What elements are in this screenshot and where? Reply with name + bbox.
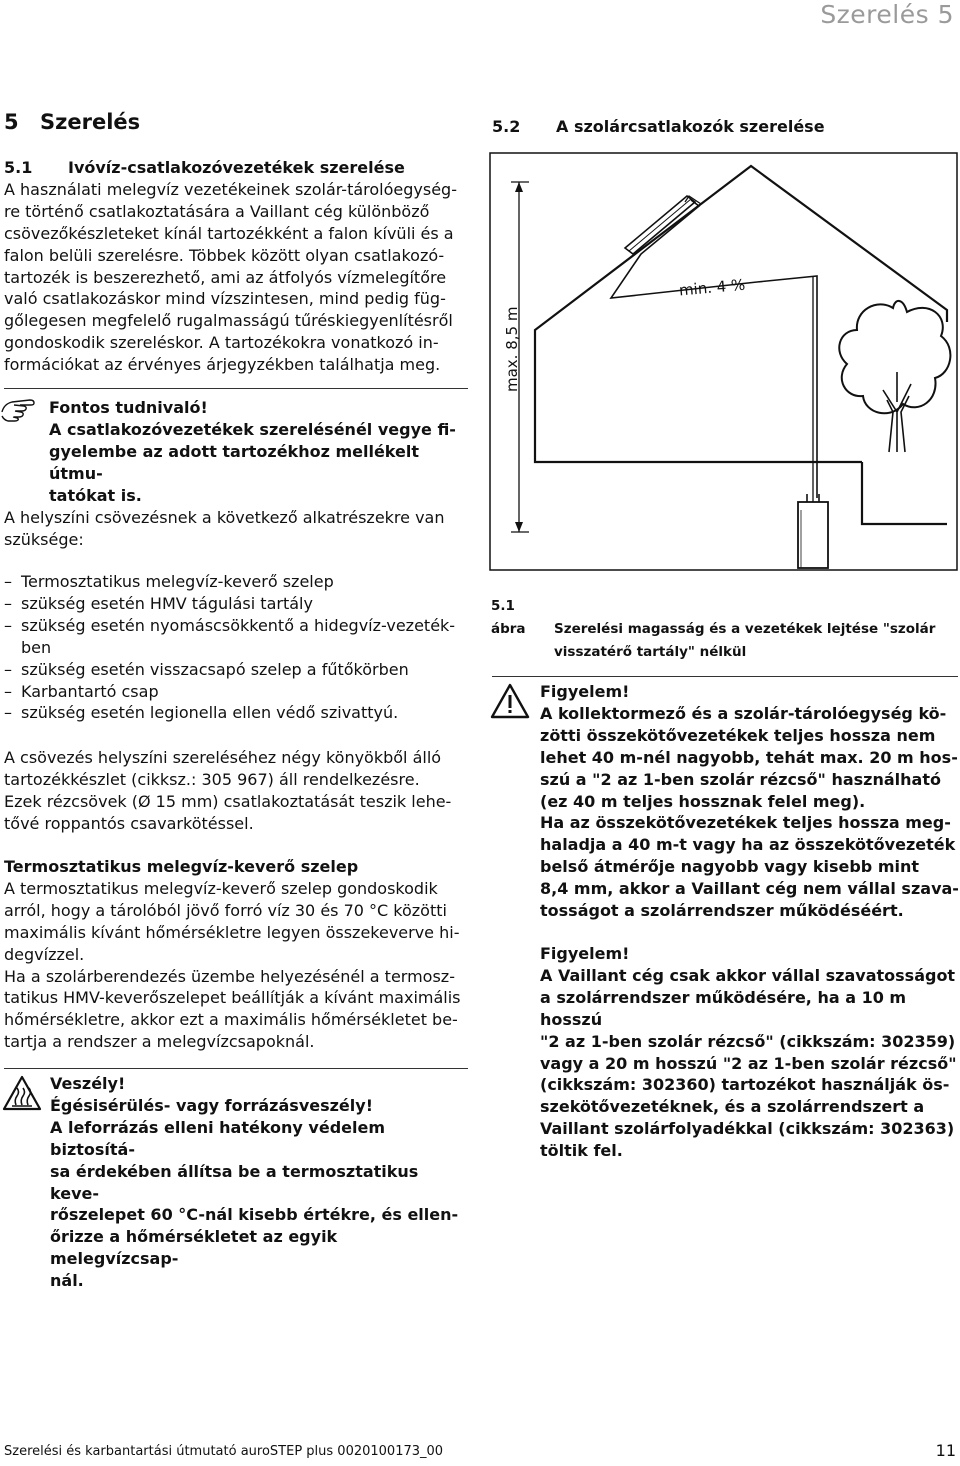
warning-line: szekötővezetéknek, és a szolárrendszert a: [540, 1097, 925, 1117]
text-line: falon belüli szerelésre. Többek között olyan csatlakozó-: [4, 245, 445, 265]
subsection-number: 5.1: [4, 158, 33, 177]
warning-line: tosságot a szolárrendszer működéséért.: [540, 901, 904, 921]
note-title: Fontos tudnivaló!: [49, 398, 208, 417]
hot-surface-warning-icon: [2, 1075, 42, 1115]
note-box: [49, 397, 469, 507]
section-heading: [4, 110, 140, 134]
warning-line: töltik fel.: [540, 1141, 623, 1161]
house-diagram: [489, 152, 959, 572]
storage-tank: [798, 494, 828, 568]
text-line: tővé roppantós csavarkötéssel.: [4, 813, 254, 833]
section-title: Szerelés: [40, 110, 141, 134]
warning-divider: [492, 676, 958, 677]
elbow-kit-paragraph: [4, 747, 472, 835]
text-line: gőlegesen megfelelő rugalmasságú tűréskiegyenlítésről: [4, 311, 453, 331]
figure-caption: [491, 595, 951, 664]
warning-line: "2 az 1-ben szolár rézcső" (cikkszám: 302359): [540, 1031, 956, 1051]
note-line: tatókat is.: [49, 485, 142, 505]
danger-line: őrizze a hőmérsékletet az egyik melegvízcsap-: [50, 1227, 338, 1269]
parts-list-container: [4, 571, 472, 724]
text-line: Ha a szolárberendezés üzembe helyezésénél a termosz-: [4, 966, 455, 986]
warning-triangle-icon: [490, 683, 530, 723]
warning-line: haladja a 40 m-t vagy ha az összekötővezeték: [540, 835, 956, 855]
list-item: – Termosztatikus melegvíz-keverő szelep: [4, 571, 472, 593]
installation-figure: [489, 152, 959, 572]
text-line: hőmérsékletre, akkor ezt a maximális hőmérsékletet be-: [4, 1010, 458, 1030]
text-line: szüksége:: [4, 529, 84, 549]
height-label: max. 8,5 m: [503, 306, 521, 392]
text-line: csövezőkészleteket kínál tartozékként a falon kívüli és a: [4, 223, 454, 243]
text-line: degvízzel.: [4, 944, 85, 964]
valve-section: [4, 856, 472, 1053]
text-line: A használati melegvíz vezetékeinek szolár-tárolóegység-: [4, 179, 457, 199]
running-header: Szerelés 5: [820, 0, 954, 29]
warning-line: A Vaillant cég csak akkor vállal szavatosságot: [540, 965, 956, 985]
parts-intro: [4, 507, 472, 551]
warning-box-1: [540, 681, 960, 922]
warning-line: a szolárrendszer működésére, ha a 10 m hosszú: [540, 987, 907, 1029]
footer-document-title: Szerelési és karbantartási útmutató auroSTEP plus 0020100173_00: [4, 1444, 444, 1459]
danger-line: A leforrázás elleni hatékony védelem biztosítá-: [50, 1117, 386, 1159]
list-item: – szükség esetén HMV tágulási tartály: [4, 593, 472, 615]
text-line: re történő csatlakoztatására a Vaillant cég különböző: [4, 201, 430, 221]
caption-label: 5.1 ábra: [491, 598, 526, 637]
warning-title: Figyelem!: [540, 682, 630, 701]
text-line: Ezek rézcsövek (Ø 15 mm) csatlakoztatását teszik lehe-: [4, 791, 452, 811]
text-line: való csatlakozáskor mind vízszintesen, mind pedig füg-: [4, 289, 446, 309]
text-line: tartja a rendszer a melegvízcsapoknál.: [4, 1032, 315, 1052]
list-item: – Karbantartó csap: [4, 681, 472, 703]
warning-box-2: [540, 943, 960, 1162]
warning-line: 8,4 mm, akkor a Vaillant cég nem vállal szava-: [540, 879, 959, 899]
note-divider: [4, 388, 468, 389]
danger-line: rőszelepet 60 °C-nál kisebb értékre, és ellen-: [50, 1205, 459, 1225]
subsection-5-1: [4, 157, 472, 376]
valve-heading: Termosztatikus melegvíz-keverő szelep: [4, 857, 359, 876]
subsection-title: A szolárcsatlakozók szerelése: [556, 117, 825, 136]
danger-box: [50, 1073, 470, 1292]
text-line: formációkat az érvényes árjegyzékben találhatja meg.: [4, 355, 441, 375]
caption-line: visszatérő tartály" nélkül: [554, 644, 747, 660]
text-line: A helyszíni csövezésnek a következő alkatrészekre van: [4, 508, 445, 527]
text-line: tatikus HMV-keverőszelepet beállítják a kívánt maximális: [4, 988, 461, 1008]
text-line: tartozék is beszerezhető, ami az átfolyós vízmelegítőre: [4, 267, 447, 287]
subsection-number: 5.2: [492, 117, 521, 136]
caption-line: Szerelési magasság és a vezetékek lejtése "szolár: [554, 621, 936, 637]
text-line: arról, hogy a tárolóból jövő forró víz 30 és 70 °C közötti: [4, 900, 447, 920]
text-line: gondoskodik szereléskor. A tartozékokra vonatkozó in-: [4, 333, 439, 353]
list-item: – szükség esetén nyomáscsökkentő a hidegvíz-vezeték- ben: [4, 615, 472, 659]
parts-list: [4, 571, 472, 724]
danger-line: sa érdekében állítsa be a termosztatikus keve-: [50, 1161, 419, 1203]
warning-line: Vaillant szolárfolyadékkal (cikkszám: 302363): [540, 1119, 955, 1139]
page-number: 11: [935, 1441, 956, 1460]
note-line: gyelembe az adott tartozékhoz mellékelt útmu-: [49, 441, 419, 483]
intro-paragraph: [4, 179, 472, 376]
subsection-title: Ivóvíz-csatlakozóvezetékek szerelése: [68, 158, 405, 177]
note-line: A csatlakozóvezetékek szerelésénél vegye fi-: [49, 419, 456, 439]
list-item: – szükség esetén legionella ellen védő szivattyú.: [4, 702, 472, 724]
subsection-heading: [4, 157, 472, 179]
text-line: maximális kívánt hőmérsékletre legyen összekeverve hi-: [4, 922, 460, 942]
warning-line: (ez 40 m teljes hossznak felel meg).: [540, 791, 866, 811]
danger-line: nál.: [50, 1271, 84, 1291]
danger-divider: [4, 1068, 468, 1069]
pointing-hand-icon: [0, 392, 40, 426]
warning-title: Figyelem!: [540, 944, 630, 963]
warning-line: zötti összekötővezetékek teljes hossza nem: [540, 725, 936, 745]
list-item: – szükség esetén visszacsapó szelep a fűtőkörben: [4, 659, 472, 681]
warning-line: vagy a 20 m hosszú "2 az 1-ben szolár rézcső": [540, 1053, 957, 1073]
warning-line: (cikkszám: 302360) tartozékot használják ös-: [540, 1075, 950, 1095]
text-line: A termosztatikus melegvíz-keverő szelep gondoskodik: [4, 878, 438, 898]
subsection-5-2-heading: [492, 117, 825, 136]
text-line: tartozékkészlet (cikksz.: 305 967) áll rendelkezésre.: [4, 769, 420, 789]
slope-label: min. 4 %: [678, 275, 746, 300]
section-number: 5: [4, 110, 19, 134]
warning-line: belső átmérője nagyobb vagy kisebb mint: [540, 857, 920, 877]
danger-subtitle: Égésisérülés- vagy forrázásveszély!: [50, 1095, 373, 1115]
warning-line: lehet 40 m-nél nagyobb, tehát max. 20 m hos-: [540, 747, 958, 767]
warning-line: A kollektormező és a szolár-tárolóegység kö-: [540, 703, 947, 723]
warning-line: szú a "2 az 1-ben szolár rézcső" használható: [540, 769, 941, 789]
warning-line: Ha az összekötővezetékek teljes hossza meg-: [540, 813, 951, 833]
danger-title: Veszély!: [50, 1074, 126, 1093]
text-line: A csövezés helyszíni szereléséhez négy könyökből álló: [4, 748, 442, 767]
